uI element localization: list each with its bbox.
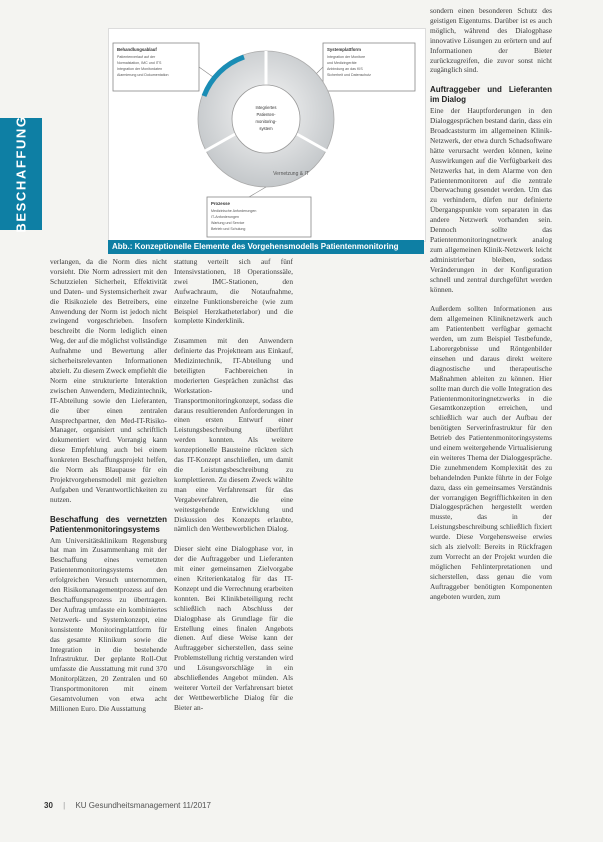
svg-text:Wartung und Service: Wartung und Service: [211, 221, 245, 225]
text-column-3: [430, 6, 552, 602]
svg-text:Integration der Monitordaten: Integration der Monitordaten: [117, 67, 163, 71]
ring-label: Vernetzung & IT: [273, 171, 309, 177]
box-left-title: Behandlungsablauf: [117, 47, 157, 52]
paragraph: stattung verteilt sich auf fünf Intensivstationen, 18 Operationssäle, zwei IMC-Stationen, den Aufwachraum, die Notaufnahme, einzelne Funktionsbereiche (wie zum Beispiel Herzkatheterlabor) und die komplette Kinderklinik.: [174, 257, 293, 326]
paragraph: Am Universitätsklinikum Regensburg hat man im Zusammenhang mit der Beschaffung eines vernetzten Patientenmonitoringsystems den erfolgreichen Versuch unternommen, den Risikomanagementprozess auf den Beschaffungsprozess zu übertragen. Der Auftrag umfasste ein kombiniertes Netzwerk- und Systemkonzept, eine konsistente Monitoringplattform für das gesamte Klinikum sowie die Integration in die bestehende Infrastruktur. Der geplante Roll-Out umfasste die Ausstattung mit rund 370 Monitorplätzen, 20 Zentralen und 60 Transportmonitoren mit einem Gesamtvolumen von etwa acht Millionen Euro. Die Ausstattung: [50, 535, 167, 713]
text-column-2: [174, 257, 293, 713]
svg-text:Patientenverlauf auf der: Patientenverlauf auf der: [117, 55, 156, 59]
section-heading: Auftraggeber und Lieferanten im Dialog: [430, 85, 552, 105]
section-label: BESCHAFFUNG: [13, 115, 29, 233]
section-heading: Beschaffung des vernetzten Patientenmonitoringsystems: [50, 514, 167, 534]
page-footer: [44, 801, 211, 810]
page-number: 30: [44, 801, 53, 810]
paragraph: verlangen, da die Norm dies nicht vorsieht. Die Norm adressiert mit den Schutzzielen Sicherheit, Effektivität und Daten- und Systemsicherheit zwar die Risikoziele des Betreibers, eine Anwendung der Norm ist jedoch nicht zwingend vorgeschrieben. Insofern beschreibt die Norm lediglich einen Weg, der auf die möglichst vollständige Aufnahme und Bewertung aller sicherheitsrelevanten Informationen abzielt. Zu diesem Zweck empfiehlt die Norm eine strukturierte Interaktion zwischen Anwendern, Medizintechnik, IT-Abteilung sowie den Lieferanten, die über einen zentralen Ansprechpartner, den Med-IT-Risiko-Manager, organisiert und schriftlich dokumentiert wird. Vorrangig kann diese Empfehlung auch bei einem konkreten Beschaffungsprojekt helfen, die Norm als Blaupause für ein Projektvorgehensmodell mit gezielten Aufgaben und Verantwortlichkeiten zu nutzen.: [50, 257, 167, 504]
paragraph: Eine der Hauptforderungen in den Dialoggesprächen bestand darin, dass ein Broadcaststurm im allgemeinen Klinik-Netzwerk, der etwa durch Schadsoftware hätte verursacht werden können, keine Auswirkungen auf die Verfügbarkeit des Netzwerks hat, in dem Alarme von den Patientenmonitoren auf die zentrale Überwachung gesendet werden. Um das zu verhindern, dürfen nur definierte Übergangspunkte vom separaten in das andere Netzwerk vorhanden sein. Dennoch sollte das Patientenmonitoringnetzwerk analog zum allgemeinen Klinik-Netzwerk leicht administrierbar bleiben, sodass Veränderungen in der Konfiguration schnell und zentral durchgeführt werden können.: [430, 106, 552, 294]
figure-caption: Abb.: Konzeptionelle Elemente des Vorgehensmodells Patientenmonitoring: [108, 240, 424, 254]
magazine-name: KU Gesundheitsmanagement 11/2017: [75, 801, 211, 810]
svg-text:Integriertes: Integriertes: [255, 105, 277, 110]
paragraph: Zusammen mit den Anwendern definierte das Projektteam aus Einkauf, Medizintechnik, IT-Abteilung und beteiligten Fachbereichen in moderierten Gesprächen zunächst das Workstation- und Transportmonitoringkonzept, sodass die daraus resultierenden Anforderungen in einen ersten Entwurf einer Leistungsbeschreibung überführt werden konnten. Als weitere konzeptionelle Bausteine rückten sich das IT-Konzept anschließen, um damit die Leistungsbeschreibung zu komplettieren. Zu diesem Zweck wählte man eine Verfahrensart für das Vergabeverfahren, die eine weitestgehende Entwicklung und Diskussion des Konzepts erlaubte, nämlich den Wettbewerblichen Dialog.: [174, 336, 293, 534]
paragraph: Dieser sieht eine Dialogphase vor, in der die Auftraggeber und Lieferanten mit einer gemeinsamen Zielvorgabe einen Kriterienkatalog für das IT-Konzept und die Verrechnung erarbeiten konnten. Bei Klinikbeteiligung recht schließlich nach Abschluss der Dialogphase als Grundlage für die Erstellung eines finalen Angebots dienen. Auf diese Weise kann der Auftraggeber sicherstellen, dass seine Problemstellung richtig verstanden wird und Lösungsvorschläge in ein abschließendes Angebot münden. Als weiterer Vorteil der Verfahrensart bietet der Wettbewerbliche Dialog für die Bieter an-: [174, 544, 293, 712]
svg-text:und Medizingeräte: und Medizingeräte: [327, 61, 357, 65]
figure-diagram: [108, 28, 426, 242]
box-bottom-title: Prozesse: [211, 201, 230, 206]
paragraph: sondern einen besonderen Schutz des geistigen Eigentums. Darüber ist es auch möglich, während des Dialogphase innovative Lösungen zu erörtern und auf Informationen der Bieter zurückzugreifen, die zuvor sonst nicht zugänglich sind.: [430, 6, 552, 75]
svg-text:system: system: [259, 126, 273, 131]
process-diagram: [109, 29, 425, 241]
svg-text:Patienten-: Patienten-: [256, 112, 276, 117]
svg-text:monitoring-: monitoring-: [255, 119, 277, 124]
paragraph: Außerdem sollten Informationen aus dem allgemeinen Kliniknetzwerk auch am Patientenbett verfügbar gemacht werden, um zum Beispiel Testbefunde, Laborergebnisse und Röntgenbilder einsehen und daraus direkt weitere diagnostische und therapeutische Maßnahmen ableiten zu können. Hier sollte man durch die volle Integration des Patientenmonitoringnetzwerks in die Gesamtkonzeption erreichen, und schließlich war auch der Aufbau der benötigten Serverinfrastruktur für den Betrieb des Patientenmonitoringsystems und einem weitergehende Virtualisierung ein weiteres Thema der Dialoggespräche. Die zunehmendem Komplexität des zu behandelnden Punkte führte in der Folge dazu, dass ein gemeinsames Verständnis der vorrangigen Begrifflichkeiten in den Dialoggesprächen hergestellt werden musste, das in der Leistungsbeschreibung schließlich fixiert wurde. Diese Vorgehensweise erwies sich als zielvoll: Bereits in Rückfragen zum Vorrecht an der Projekt wurden die möglichen Fehlinterpretationen und sicherstellen, dass genau die vom Auftraggeber benötigten Komponenten angeboten wurden, zum: [430, 304, 552, 601]
footer-separator: |: [63, 801, 66, 810]
svg-text:Alarmierung und Dokumentation: Alarmierung und Dokumentation: [117, 73, 169, 77]
svg-text:Normalstation, IMC und ITS: Normalstation, IMC und ITS: [117, 61, 162, 65]
svg-text:Medizinische Anforderungen: Medizinische Anforderungen: [211, 209, 257, 213]
box-right-title: Systemplattform: [327, 47, 361, 52]
svg-text:IT-Anforderungen: IT-Anforderungen: [211, 215, 239, 219]
svg-text:Integration der Monitore: Integration der Monitore: [327, 55, 366, 59]
svg-text:Sicherheit und Datenschutz: Sicherheit und Datenschutz: [327, 73, 371, 77]
text-column-1: [50, 257, 167, 714]
svg-text:Betrieb und Schulung: Betrieb und Schulung: [211, 227, 246, 231]
svg-text:Anbindung an das KIS: Anbindung an das KIS: [327, 67, 363, 71]
